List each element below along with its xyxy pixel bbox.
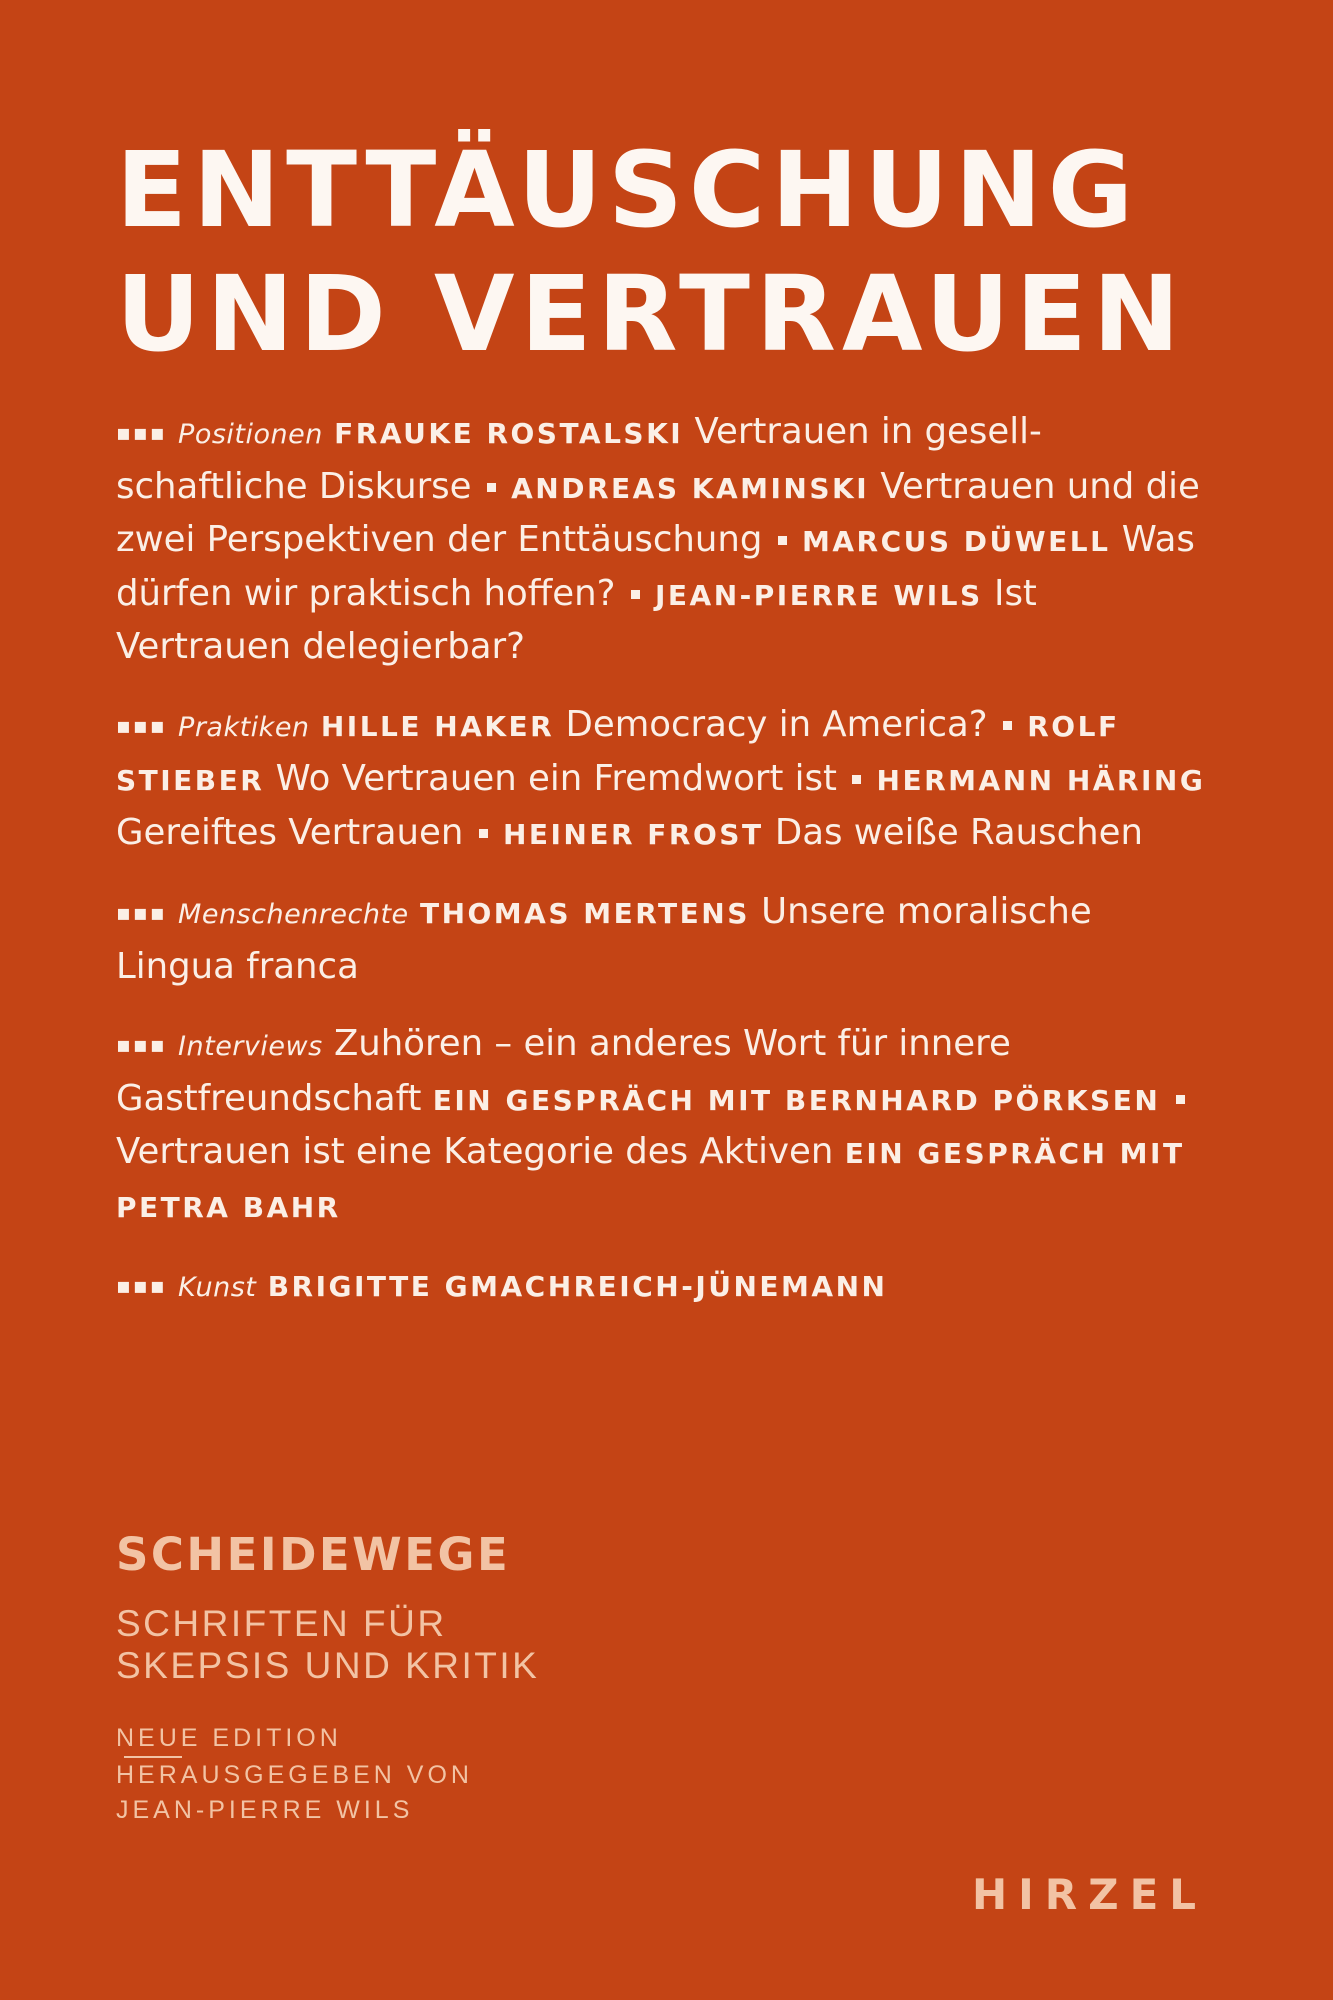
section-praktiken xyxy=(116,699,1216,861)
separator-square xyxy=(631,590,640,599)
section-marker: ▪▪▪ xyxy=(116,901,167,926)
entry-title: Vertrauen in gesellschaftliche Diskurse xyxy=(116,411,1042,507)
section-category: Praktiken xyxy=(178,711,310,743)
entry-title: Ist Vertrauen delegierbar? xyxy=(116,572,1037,667)
entry-title: Vertrauen und die zwei Perspektiven der Enttäuschung xyxy=(116,465,1200,560)
section-category: Positionen xyxy=(178,419,323,450)
entry-title: Zuhören – ein anderes Wort für innere Gastfreundschaft xyxy=(116,1023,1011,1119)
series-name: SCHEIDEWEGE xyxy=(116,1528,511,1581)
entry-author: EIN GESPRÄCH MIT BERNHARD PÖRKSEN xyxy=(432,1083,1161,1117)
separator-square xyxy=(479,829,488,838)
entry-title: Unsere moralische Lingua franca xyxy=(116,891,1092,987)
book-title xyxy=(116,128,1186,376)
section-category: Kunst xyxy=(178,1272,257,1303)
edition-line-2: HERAUSGEGEBEN VON xyxy=(116,1761,473,1789)
section-marker: ▪▪▪ xyxy=(116,713,167,739)
section-marker: ▪▪▪ xyxy=(116,421,167,446)
separator-square xyxy=(778,536,787,545)
section-category: Menschenrechte xyxy=(178,899,409,930)
section-marker: ▪▪▪ xyxy=(116,1033,167,1058)
entry-author: MARCUS DÜWELL xyxy=(802,525,1111,558)
title-line-2: UND VERTRAUEN xyxy=(116,253,1186,375)
entry-author: HEINER FROST xyxy=(502,817,764,851)
separator-square xyxy=(1176,1095,1185,1104)
entry-author: BRIGITTE GMACHREICH-JÜNEMANN xyxy=(267,1270,888,1303)
series-subtitle-line-1: SCHRIFTEN FÜR xyxy=(116,1603,447,1644)
separator-square xyxy=(852,775,861,784)
edition-info xyxy=(116,1721,539,1828)
entry-author: HERMANN HÄRING xyxy=(876,764,1206,797)
section-kunst xyxy=(116,1259,1216,1314)
edition-line-3: JEAN-PIERRE WILS xyxy=(116,1796,414,1824)
title-line-1: ENTTÄUSCHUNG xyxy=(116,129,1140,251)
entry-title: Das weiße Rauschen xyxy=(774,811,1143,853)
series-subtitle-line-2: SKEPSIS UND KRITIK xyxy=(116,1645,540,1686)
entry-author: JEAN-PIERRE WILS xyxy=(655,578,983,612)
entry-author: THOMAS MERTENS xyxy=(419,897,750,930)
separator-square xyxy=(487,483,496,492)
entry-author: ROLF STIEBER xyxy=(116,709,1120,797)
entry-title: Was dürfen wir praktisch hoffen? xyxy=(116,519,1195,614)
entry-title: Wo Vertrauen ein Fremdwort ist xyxy=(275,758,837,799)
edition-label: NEUE EDITION xyxy=(116,1724,342,1752)
series-block xyxy=(116,1528,539,1828)
section-menschenrechte xyxy=(116,886,1216,992)
edition-line-1 xyxy=(116,1721,539,1758)
section-positionen xyxy=(116,406,1216,673)
section-interviews xyxy=(116,1018,1216,1233)
section-category: Interviews xyxy=(178,1031,323,1062)
table-of-contents xyxy=(116,406,1216,1340)
entry-author: FRAUKE ROSTALSKI xyxy=(334,417,684,450)
section-marker: ▪▪▪ xyxy=(116,1274,167,1299)
entry-title: Democracy in America? xyxy=(565,703,988,745)
entry-author: ANDREAS KAMINSKI xyxy=(511,471,870,505)
entry-title: Gereiftes Vertrauen xyxy=(116,811,464,853)
separator-square xyxy=(1003,721,1012,730)
publisher-logo: HIRZEL xyxy=(972,1870,1208,1919)
series-subtitle xyxy=(116,1603,539,1687)
entry-author: HILLE HAKER xyxy=(320,709,555,743)
entry-author: EIN GESPRÄCH MIT PETRA BAHR xyxy=(116,1137,1185,1224)
entry-title: Vertrauen ist eine Kategorie des Aktiven xyxy=(116,1131,834,1172)
